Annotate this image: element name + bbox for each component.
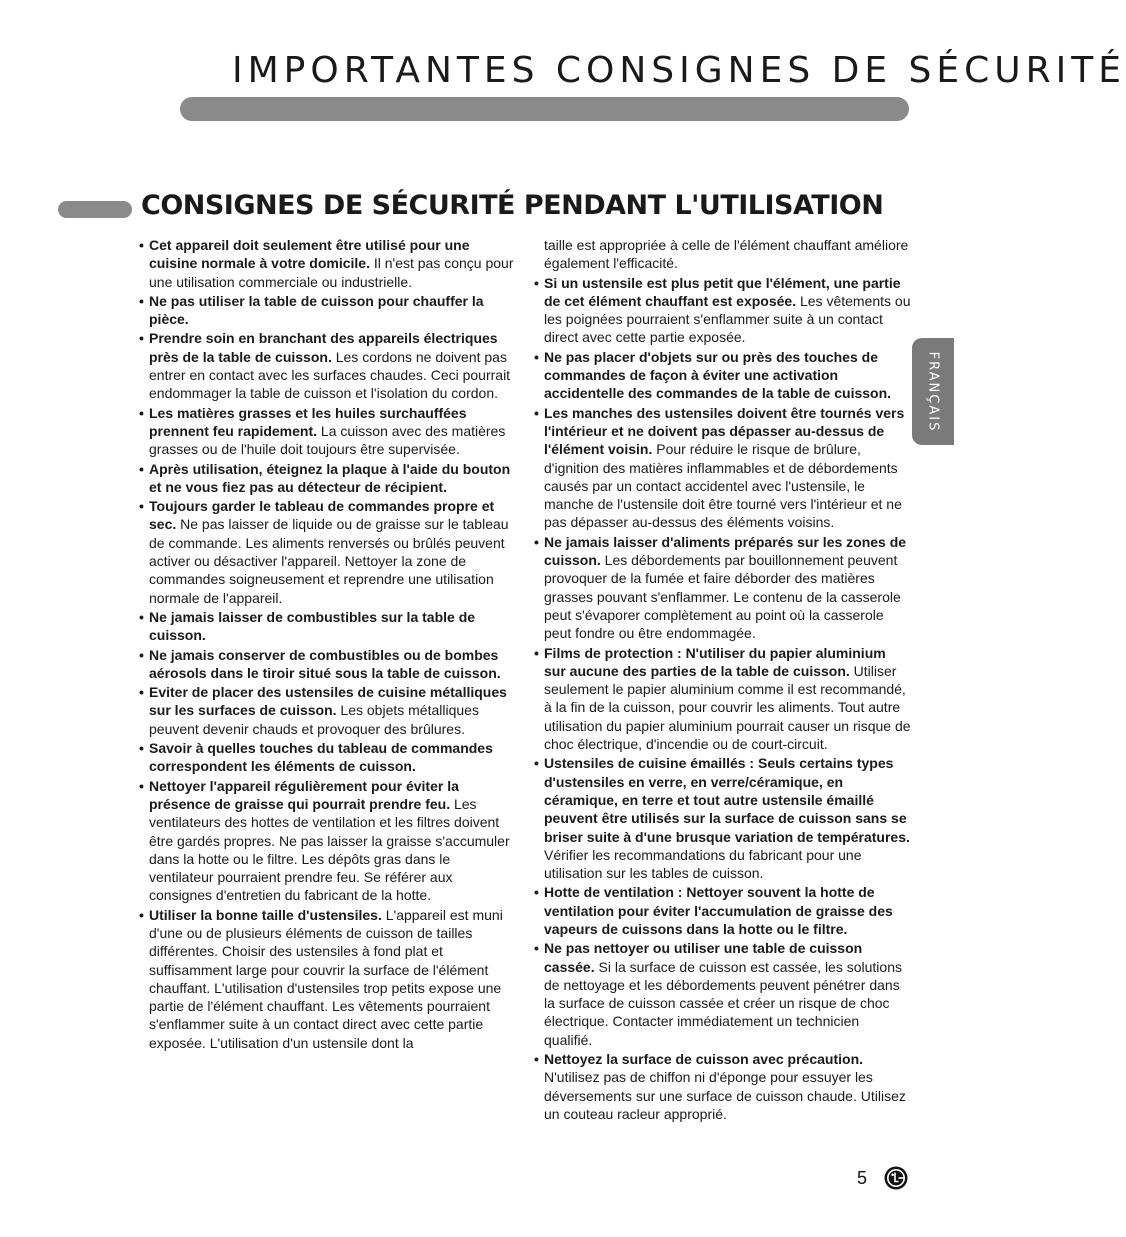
safety-item [139, 739, 514, 776]
safety-item [534, 754, 911, 882]
safety-item-text: La cuisson avec des matières grasses ou de l'huile doit toujours être supervisée. [149, 422, 506, 458]
safety-item [534, 533, 911, 643]
safety-item [139, 683, 514, 738]
safety-item-heading: Les matières grasses et les huiles surchauffées prennent feu rapidement. [149, 404, 467, 439]
safety-item-heading: Films de protection : N'utiliser du papier aluminium sur aucune des parties de la table de cuisson. [544, 644, 886, 679]
safety-item [139, 906, 514, 1052]
left-column [139, 236, 514, 1053]
safety-item-heading: Utiliser la bonne taille d'ustensiles. [149, 906, 382, 923]
section-pill-decoration [58, 201, 132, 218]
safety-item-text: Il n'est pas conçu pour une utilisation commerciale ou industrielle. [149, 255, 514, 290]
section-title: CONSIGNES DE SÉCURITÉ PENDANT L'UTILISATION [141, 190, 884, 221]
safety-item [534, 939, 911, 1049]
safety-item [139, 236, 514, 291]
safety-item-text: Les débordements par bouillonnement peuvent provoquer de la fumée et faire déborder des matières grasses pouvant s'enflammer. Le contenu de la casserole peut s'évaporer complètement au point où la casserole peut fondre ou être endommagée. [544, 552, 901, 642]
safety-item-text: Les objets métalliques peuvent devenir chauds et provoquer des brûlures. [149, 702, 479, 737]
safety-item-heading: Ne pas utiliser la table de cuisson pour chauffer la pièce. [149, 292, 484, 328]
safety-item [139, 777, 514, 905]
safety-item-heading: Prendre soin en branchant des appareils électriques près de la table de cuisson. [149, 330, 498, 365]
safety-item [139, 646, 514, 683]
safety-item-heading: Toujours garder le tableau de commandes propre et sec. [149, 498, 495, 533]
safety-item [534, 644, 911, 754]
safety-item-text: Utiliser seulement le papier aluminium comme il est recommandé, à la fin de la cuisson, pour couvrir les aliments. Tout autre utilisation du papier aluminium pourrait causer un risque de choc électrique, d'incendie ou de court-circuit. [544, 662, 911, 753]
safety-item-heading: Si un ustensile est plus petit que l'élément, une partie de cet élément chauffant est exposée. [544, 274, 901, 309]
safety-item [534, 274, 911, 347]
safety-item-text: L'appareil est muni d'une ou de plusieurs éléments de cuisson de tailles différentes. Choisir des ustensiles à fond plat et suffisamment large pour couvrir la surface de l'élément chauffant. L'utilisation d'ustensiles trop petits expose une partie de l'élément chauffant. Les vêtements pourraient s'enflammer suite à un contact direct avec cette partie exposée. L'utilisation d'un ustensile dont la [149, 906, 503, 1051]
lg-logo-icon [884, 1166, 908, 1190]
safety-item [534, 348, 911, 403]
safety-item-heading: Hotte de ventilation : Nettoyer souvent la hotte de ventilation pour éviter l'accumulation de graisse des vapeurs de cuissons dans la hotte ou le filtre. [544, 884, 893, 937]
page-number: 5 [857, 1168, 868, 1188]
safety-item-text: Vérifier les recommandations du fabricant pour une utilisation sur les tables de cuisson. [544, 846, 862, 882]
safety-item-heading: Nettoyez la surface de cuisson avec précaution. [544, 1051, 864, 1068]
page-header-title: IMPORTANTES CONSIGNES DE SÉCURITÉ [232, 50, 1126, 91]
safety-item [139, 329, 514, 402]
safety-item [139, 608, 514, 645]
language-tab [912, 338, 954, 445]
safety-item-heading: Ne jamais conserver de combustibles ou de bombes aérosols dans le tiroir situé sous la table de cuisson. [149, 646, 501, 681]
safety-item [139, 497, 514, 607]
safety-item-text: Les vêtements ou les poignées pourraient s'enflammer suite à un contact direct avec cette partie exposée. [544, 292, 911, 346]
safety-item-text: Pour réduire le risque de brûlure, d'ignition des matières inflammables et de débordements causés par un contact accidentel avec l'ustensile, le manche de l'ustensile doit être tourné vers l'intérieur et ne pas dépasser au-dessus des éléments voisins. [544, 441, 902, 531]
language-tab-label: FRANÇAIS [925, 351, 941, 432]
right-column [534, 236, 911, 1124]
safety-item [139, 292, 514, 329]
safety-item-text: Si la surface de cuisson est cassée, les solutions de nettoyage et les débordements peuvent pénétrer dans la surface de cuisson cassée et créer un risque de choc électrique. Contacter immédiatement un technicien qualifié. [544, 958, 902, 1048]
safety-item-text: Les ventilateurs des hottes de ventilation et les filtres doivent être gardés propres. Ne pas laisser la graisse s'accumuler dans la hotte ou le filtre. Les dépôts gras dans le ventilateur pourraient prendre feu. Se référer aux consignes d'entretien du fabricant de la hotte. [149, 795, 510, 904]
safety-item-heading: Ne pas nettoyer ou utiliser une table de cuisson cassée. [544, 940, 863, 975]
header-bar [180, 97, 909, 121]
safety-item-heading: Cet appareil doit seulement être utilisé pour une cuisine normale à votre domicile. [149, 237, 470, 272]
safety-item-text: N'utilisez pas de chiffon ni d'éponge pour essuyer les déversements sur une surface de cuisson chaude. Utilisez un couteau racleur approprié. [544, 1069, 906, 1122]
safety-item-heading: Après utilisation, éteignez la plaque à l'aide du bouton et ne vous fiez pas au détecteur de récipient. [149, 460, 511, 495]
safety-item-heading: Ne jamais laisser d'aliments préparés sur les zones de cuisson. [544, 533, 907, 569]
safety-item-heading: Ne pas placer d'objets sur ou près des touches de commandes de façon à éviter une activation accidentelle des commandes de la table de cuisson. [544, 348, 892, 402]
safety-item-heading: Eviter de placer des ustensiles de cuisine métalliques sur les surfaces de cuisson. [149, 684, 507, 719]
safety-item [534, 404, 911, 532]
safety-item-heading: Ne jamais laisser de combustibles sur la table de cuisson. [149, 608, 476, 644]
safety-item-heading: Savoir à quelles touches du tableau de commandes correspondent les éléments de cuisson. [149, 740, 493, 775]
safety-item-heading: Ustensiles de cuisine émaillés : Seuls certains types d'ustensiles en verre, en verre/céramique, en céramique, en terre et tout autre ustensile émaillé peuvent être utilisés sur la surface de cuisson sans se briser suite à d'une brusque variation de températures. [544, 755, 910, 845]
safety-item [139, 460, 514, 497]
continued-text: taille est appropriée à celle de l'élément chauffant améliore également l'efficacité. [544, 237, 909, 272]
safety-item [534, 1050, 911, 1123]
safety-item [139, 404, 514, 459]
safety-item-text: Les cordons ne doivent pas entrer en contact avec les surfaces chaudes. Ceci pourrait endommager la table de cuisson et l'isolation du cordon. [149, 348, 511, 402]
safety-item [534, 883, 911, 938]
safety-item-heading: Nettoyer l'appareil régulièrement pour éviter la présence de graisse qui pourrait prendre feu. [149, 777, 459, 812]
safety-item-heading: Les manches des ustensiles doivent être tournés vers l'intérieur et ne doivent pas dépasser au-dessus de l'élément voisin. [544, 404, 905, 458]
safety-item-text: Ne pas laisser de liquide ou de graisse sur le tableau de commande. Les aliments renversés ou brûlés peuvent activer ou désactiver l'appareil. Nettoyer la zone de commandes soigneusement et reprendre une utilisation normale de l'appareil. [149, 516, 509, 606]
